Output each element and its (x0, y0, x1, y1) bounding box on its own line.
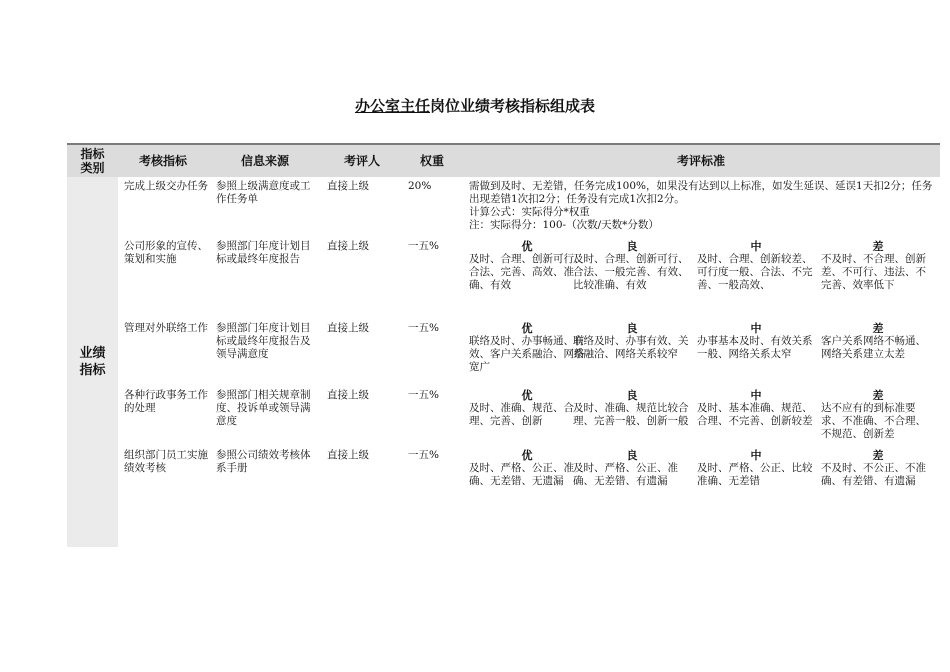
grade-label-poor: 差 (872, 322, 884, 335)
header-category: 指标 类别 (80, 147, 105, 175)
grade-desc-poor: 达不应有的到标准要求、不准确、不合理、不规范、创新差 (821, 402, 926, 440)
grade-label-medium: 中 (750, 240, 762, 253)
grade-poor (821, 240, 935, 292)
grade-desc-medium: 及时、合理、创新较差、可行度一般、合法、不完善、一般高效、 (697, 253, 813, 291)
indicator-cell: 管理对外联络工作 (124, 322, 208, 334)
grade-label-good: 良 (626, 449, 638, 462)
category-label: 业绩 指标 (79, 346, 106, 378)
category-cell (67, 177, 118, 547)
source-cell: 参照部门年度计划目标或最终年度报告 (216, 240, 311, 265)
grade-excellent (469, 449, 585, 488)
grade-poor (821, 449, 935, 488)
grade-good (573, 322, 691, 361)
grade-desc-good: 及时、准确、规范比较合理、完善一般、创新一般 (573, 402, 689, 427)
grade-label-medium: 中 (750, 449, 762, 462)
grade-medium (697, 449, 815, 488)
grade-label-medium: 中 (750, 389, 762, 402)
grade-desc-poor: 不及时、不合理、创新差、不可行、违法、不完善、效率低下 (821, 253, 926, 291)
grade-label-poor: 差 (872, 449, 884, 462)
grade-desc-poor: 不及时、不公正、不准确、有差错、有遗漏 (821, 462, 926, 487)
grade-excellent (469, 322, 585, 374)
grade-label-good: 良 (626, 240, 638, 253)
grade-label-excellent: 优 (521, 449, 533, 462)
grade-medium (697, 389, 815, 428)
grade-desc-excellent: 联络及时、办事畅通、有效、客户关系融洽、网络宽广 (469, 335, 585, 373)
grade-desc-medium: 及时、严格、公正、比较准确、无差错 (697, 462, 813, 487)
indicator-cell: 组织部门员工实施绩效考核 (124, 449, 208, 474)
source-cell: 参照公司绩效考核体系手册 (216, 449, 311, 474)
source-cell: 参照部门相关规章制度、投诉单或领导满意度 (216, 389, 311, 427)
indicator-cell: 公司形象的宣传、策划和实施 (124, 240, 208, 265)
grade-medium (697, 322, 815, 361)
grade-label-excellent: 优 (521, 322, 533, 335)
grade-desc-excellent: 及时、准确、规范、合理、完善、创新 (469, 402, 574, 427)
evaluator-cell: 直接上级 (327, 240, 369, 252)
grade-desc-excellent: 及时、严格、公正、准确、无差错、无遗漏 (469, 462, 574, 487)
weight-cell: 一五% (408, 389, 439, 401)
grade-good (573, 389, 691, 428)
grade-label-good: 良 (626, 322, 638, 335)
grade-label-excellent: 优 (521, 240, 533, 253)
weight-cell: 一五% (408, 240, 439, 252)
grade-desc-good: 及时、严格、公正、准确、无差错、有遗漏 (573, 462, 678, 487)
evaluator-cell: 直接上级 (327, 322, 369, 334)
title-rest: 岗位业绩考核指标组成表 (430, 97, 596, 115)
source-cell: 参照部门年度计划目标或最终年度报告及领导满意度 (216, 322, 311, 360)
indicator-cell: 各种行政事务工作的处理 (124, 389, 208, 414)
grade-label-good: 良 (626, 389, 638, 402)
evaluator-cell: 直接上级 (327, 180, 369, 192)
grade-excellent (469, 240, 585, 292)
title-underlined-part: 办公室主任 (354, 97, 430, 115)
grade-desc-poor: 客户关系网络不畅通、网络关系建立太差 (821, 335, 926, 360)
header-source: 信息来源 (240, 154, 289, 168)
page-title (0, 96, 950, 116)
weight-cell: 一五% (408, 322, 439, 334)
grade-good (573, 240, 691, 292)
evaluator-cell: 直接上级 (327, 449, 369, 461)
evaluator-cell: 直接上级 (327, 389, 369, 401)
grade-medium (697, 240, 815, 292)
grade-desc-excellent: 及时、合理、创新可行、合法、完善、高效、准确、有效 (469, 253, 585, 291)
grade-label-medium: 中 (750, 322, 762, 335)
source-cell: 参照上级满意度或工作任务单 (216, 180, 311, 205)
table-header (67, 143, 940, 177)
weight-cell: 20% (408, 180, 432, 192)
header-standard: 考评标准 (676, 154, 725, 168)
grade-desc-good: 及时、合理、创新可行、合法、一般完善、有效、比较准确、有效 (573, 253, 689, 291)
header-weight: 权重 (419, 154, 444, 168)
weight-cell: 一五% (408, 449, 439, 461)
grade-excellent (469, 389, 585, 428)
grade-desc-medium: 及时、基本准确、规范、合理、不完善、创新较差 (697, 402, 813, 427)
grade-good (573, 449, 691, 488)
header-evaluator: 考评人 (343, 154, 380, 168)
grade-label-poor: 差 (872, 240, 884, 253)
grade-poor (821, 322, 935, 361)
grade-label-poor: 差 (872, 389, 884, 402)
grade-desc-medium: 办事基本及时、有效关系一般、网络关系太窄 (697, 335, 813, 360)
header-indicator: 考核指标 (138, 154, 187, 168)
grade-label-excellent: 优 (521, 389, 533, 402)
indicator-cell: 完成上级交办任务 (124, 180, 208, 192)
grade-poor (821, 389, 935, 441)
grade-desc-good: 联络及时、办事有效、关系融洽、网络关系较窄 (573, 335, 689, 360)
standard-text: 需做到及时、无差错，任务完成100%，如果没有达到以上标准，如发生延误、延误1天扣2分；任务出现差错1次扣2分；任务没有完成1次扣2分。 计算公式：实际得分*权重 注：实际得分：100-（次数/天数*分数） (469, 180, 933, 231)
